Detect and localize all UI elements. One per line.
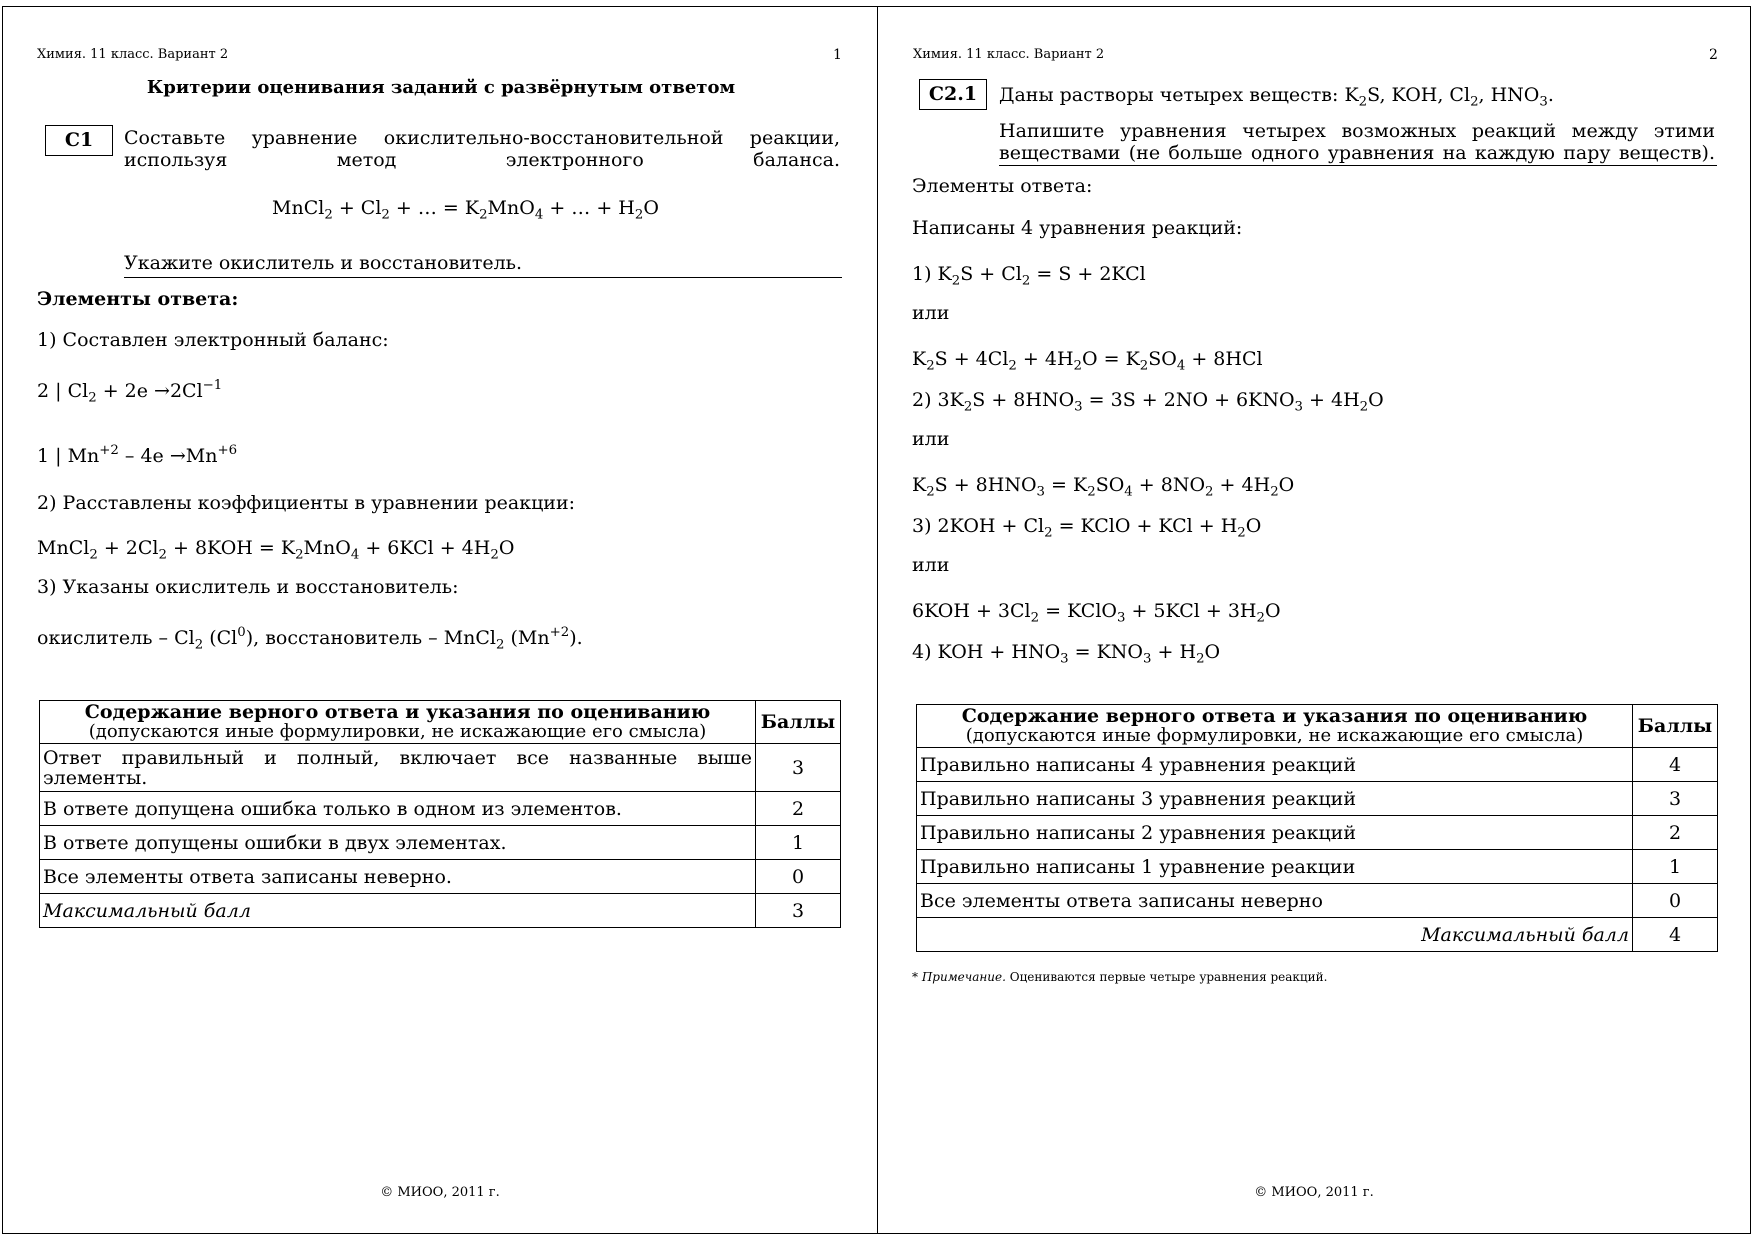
elements-heading: Элементы ответа: <box>37 288 239 310</box>
row-text: Ответ правильный и полный, включает все названные выше элементы. <box>40 744 756 792</box>
task-code-box: С2.1 <box>919 79 987 110</box>
row-points: 3 <box>756 744 841 792</box>
page-number: 2 <box>1709 47 1718 63</box>
table-row <box>917 782 1718 816</box>
divider-line <box>124 277 842 278</box>
row-points: 1 <box>756 826 841 860</box>
task-code-box: С1 <box>45 125 113 156</box>
page-footer: © МИОО, 2011 г. <box>380 1185 500 1200</box>
row-text: В ответе допущены ошибки в двух элементах. <box>40 826 756 860</box>
step-3: 3) Указаны окислитель и восстановитель: <box>37 576 459 598</box>
table-row <box>917 816 1718 850</box>
row-points: 3 <box>1633 782 1718 816</box>
row-text: Правильно написаны 2 уравнения реакций <box>917 816 1633 850</box>
page-number: 1 <box>833 47 842 63</box>
header-main: Содержание верного ответа и указания по оцениванию <box>961 705 1588 727</box>
task-line-2: Напишите уравнения четырех возможных реакций между этими веществами (не больше одного уравнения на каждую пару веществ). <box>999 120 1715 164</box>
task-equation: MnCl$_2$ + $Cl_2$ + … = $K_2MnO_4$ + … + $H_2O$ <box>272 197 659 223</box>
or-text: или <box>912 428 950 450</box>
page-header: Химия. 11 класс. Вариант 2 <box>913 47 1105 62</box>
equation-3-alt: $6KOH + 3Cl_2$ = KClO$_3$ + $5KCl + 3H_2O$ <box>912 600 1281 626</box>
points-column-header: Баллы <box>756 701 841 744</box>
task-instruction: Укажите окислитель и восстановитель. <box>124 252 523 274</box>
note-label: * Примечание. <box>912 970 1006 984</box>
agents-line: окислитель – $Cl_2$ (Cl$^0$), восстановитель – MnCl$_2$ $(Mn^{+2})$. <box>37 625 583 653</box>
content-column-header <box>40 701 756 744</box>
equation-2-alt: $K_2S + 8HNO_3 = K_2SO_4 + 8NO_2 + 4H_2O$ <box>912 474 1295 500</box>
max-points: 4 <box>1633 918 1718 952</box>
header-sub: (допускаются иные формулировки, не искажающие его смысла) <box>88 721 707 742</box>
table-max-row <box>40 894 841 928</box>
row-text: Правильно написаны 3 уравнения реакций <box>917 782 1633 816</box>
note-text: Оцениваются первые четыре уравнения реакций. <box>1005 970 1328 984</box>
max-label: Максимальный балл <box>917 918 1633 952</box>
page-footer: © МИОО, 2011 г. <box>1254 1185 1374 1200</box>
max-label: Максимальный балл <box>40 894 756 928</box>
table-row <box>40 792 841 826</box>
equation-3: 3) $2KOH + Cl_2$ = KClO + KCl + $H_2O$ <box>912 515 1262 541</box>
elements-heading: Элементы ответа: <box>912 175 1093 197</box>
equation-1-alt: $K_2S + 4Cl_2 + 4H_2O = K_2SO_4 + 8HCl$ <box>912 348 1263 374</box>
row-points: 4 <box>1633 748 1718 782</box>
divider-line <box>999 165 1717 166</box>
row-text: Все элементы ответа записаны неверно <box>917 884 1633 918</box>
equation-4: 4) KOH + $HNO_3 = KNO_3 + H_2O$ <box>912 641 1221 667</box>
row-points: 0 <box>1633 884 1718 918</box>
equation-2: 2) $3K_2S + 8HNO_3 = 3S + 2NO + 6KNO_3 + 4H_2O$ <box>912 389 1384 415</box>
row-points: 1 <box>1633 850 1718 884</box>
table-row <box>40 826 841 860</box>
row-points: 2 <box>1633 816 1718 850</box>
balance-line-1: 2 | $Cl_2 + 2e \to 2Cl^{-1}$ <box>37 378 223 406</box>
task-text: Составьте уравнение окислительно-восстановительной реакции, используя метод электронного баланса. <box>124 127 840 171</box>
equation-1: 1) $K_2S + Cl_2 = S + 2KCl$ <box>912 263 1146 289</box>
points-column-header: Баллы <box>1633 705 1718 748</box>
page-title: Критерии оценивания заданий с развёрнутым ответом <box>146 77 736 98</box>
table-row <box>917 748 1718 782</box>
balanced-equation: MnCl$_2$ + $2Cl_2 + 8KOH = K_2MnO_4 + 6KCl + 4H_2O$ <box>37 537 515 563</box>
row-points: 2 <box>756 792 841 826</box>
task-line-1: Даны растворы четырех веществ: $K_2S$, KOH, $Cl_2$, $HNO_3$. <box>999 84 1554 110</box>
row-text: Все элементы ответа записаны неверно. <box>40 860 756 894</box>
note <box>912 970 1327 984</box>
or-text: или <box>912 554 950 576</box>
row-points: 0 <box>756 860 841 894</box>
or-text: или <box>912 302 950 324</box>
max-points: 3 <box>756 894 841 928</box>
grading-table <box>39 700 841 928</box>
row-text: В ответе допущена ошибка только в одном из элементов. <box>40 792 756 826</box>
table-row <box>40 744 841 792</box>
row-text: Правильно написаны 4 уравнения реакций <box>917 748 1633 782</box>
table-row <box>917 850 1718 884</box>
step-2: 2) Расставлены коэффициенты в уравнении реакции: <box>37 492 576 514</box>
written-line: Написаны 4 уравнения реакций: <box>912 217 1243 239</box>
header-sub: (допускаются иные формулировки, не искажающие его смысла) <box>965 725 1584 746</box>
grading-table <box>916 704 1718 952</box>
page-2 <box>877 6 1751 1234</box>
page-1 <box>2 6 878 1234</box>
row-text: Правильно написаны 1 уравнение реакции <box>917 850 1633 884</box>
table-header-row <box>917 705 1718 748</box>
page-header: Химия. 11 класс. Вариант 2 <box>37 47 229 62</box>
step-1: 1) Составлен электронный баланс: <box>37 329 389 351</box>
balance-line-2: 1 | $Mn^{+2} - 4e \to Mn^{+6}$ <box>37 443 238 467</box>
content-column-header <box>917 705 1633 748</box>
table-row <box>40 860 841 894</box>
header-main: Содержание верного ответа и указания по оцениванию <box>84 701 711 723</box>
table-row <box>917 884 1718 918</box>
table-max-row <box>917 918 1718 952</box>
table-header-row <box>40 701 841 744</box>
